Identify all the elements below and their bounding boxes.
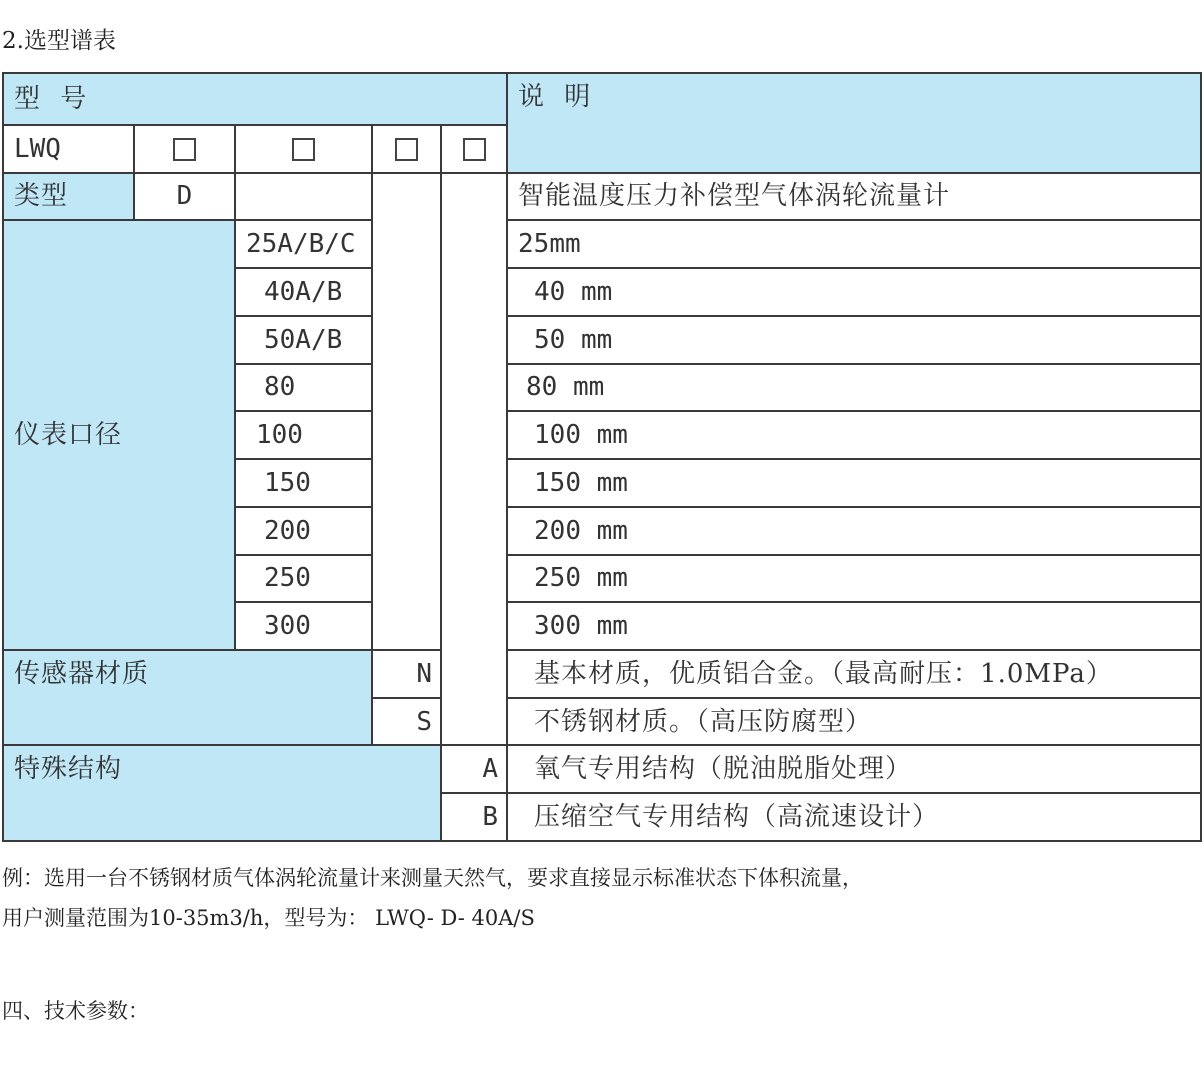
special-code: B: [441, 793, 507, 841]
caliber-code-placeholder: [235, 125, 372, 173]
special-description: 压缩空气专用结构（高流速设计）: [507, 793, 1201, 841]
caliber-description: 300 mm: [507, 602, 1201, 650]
material-code-placeholder: [372, 125, 441, 173]
caliber-description: 200 mm: [507, 507, 1201, 555]
caliber-description: 100 mm: [507, 411, 1201, 459]
caliber-code: 25A/B/C: [235, 220, 372, 268]
checkbox-square-icon: [395, 138, 418, 161]
checkbox-square-icon: [173, 138, 196, 161]
caliber-code: 250: [235, 555, 372, 603]
caliber-description: 50 mm: [507, 316, 1201, 364]
blank-column-material: [372, 173, 441, 650]
caliber-description: 40 mm: [507, 268, 1201, 316]
caliber-description: 80 mm: [507, 364, 1201, 412]
section-title: 2.选型谱表: [2, 28, 116, 54]
type-blank-cell: [235, 173, 372, 221]
caliber-code: 100: [235, 411, 372, 459]
type-label: 类型: [3, 173, 134, 221]
type-description: 智能温度压力补偿型气体涡轮流量计: [507, 173, 1201, 221]
checkbox-square-icon: [463, 138, 486, 161]
caliber-label: 仪表口径: [3, 220, 235, 650]
material-description: 基本材质，优质铝合金。（最高耐压：1.0MPa）: [507, 650, 1201, 698]
example-line-2: 用户测量范围为10-35m3/h，型号为： LWQ- D- 40A/S: [2, 906, 535, 930]
caliber-code: 150: [235, 459, 372, 507]
example-paragraph: [2, 858, 863, 938]
material-code: N: [372, 650, 441, 698]
special-structure-label: 特殊结构: [3, 745, 441, 841]
selection-table: [2, 72, 1202, 842]
caliber-description: 25mm: [507, 220, 1201, 268]
checkbox-square-icon: [292, 138, 315, 161]
caliber-description: 150 mm: [507, 459, 1201, 507]
special-code: A: [441, 745, 507, 793]
tech-params-heading: 四、技术参数：: [2, 999, 149, 1023]
caliber-code: 50A/B: [235, 316, 372, 364]
description-header: 说 明: [507, 73, 1201, 173]
model-prefix: LWQ: [3, 125, 134, 173]
blank-column-special: [441, 173, 507, 746]
example-line-1: 例：选用一台不锈钢材质气体涡轮流量计来测量天然气，要求直接显示标准状态下体积流量，: [2, 866, 863, 890]
caliber-code: 200: [235, 507, 372, 555]
special-code-placeholder: [441, 125, 507, 173]
material-description: 不锈钢材质。（高压防腐型）: [507, 698, 1201, 746]
caliber-code: 300: [235, 602, 372, 650]
caliber-code: 80: [235, 364, 372, 412]
type-code-placeholder: [134, 125, 235, 173]
model-header: 型 号: [3, 73, 507, 125]
type-code: D: [134, 173, 235, 221]
special-description: 氧气专用结构（脱油脱脂处理）: [507, 745, 1201, 793]
caliber-description: 250 mm: [507, 555, 1201, 603]
caliber-code: 40A/B: [235, 268, 372, 316]
material-code: S: [372, 698, 441, 746]
material-label: 传感器材质: [3, 650, 372, 745]
